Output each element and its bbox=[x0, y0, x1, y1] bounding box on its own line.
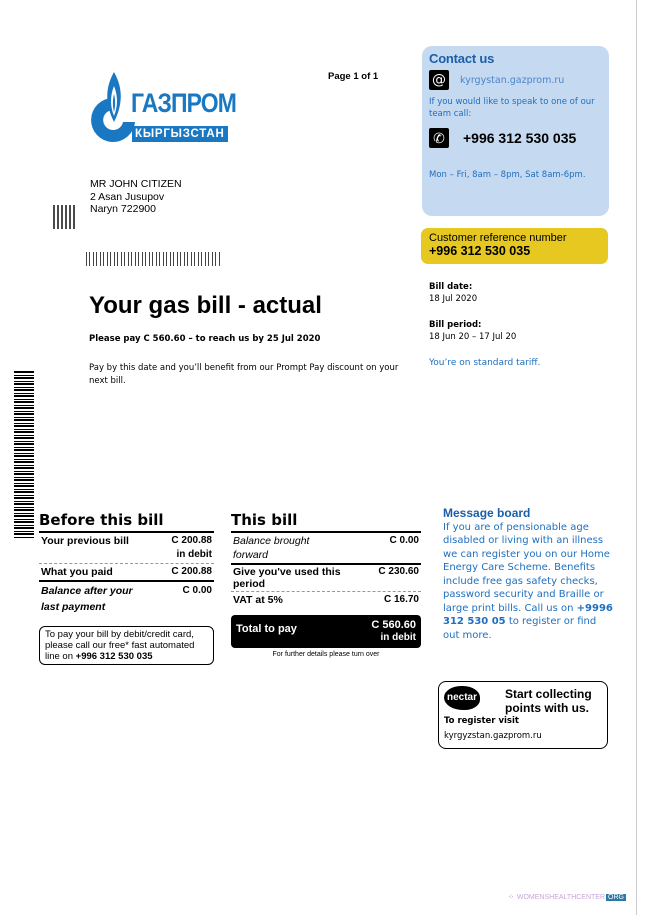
postal-barcode bbox=[86, 252, 220, 266]
phone-icon: ✆ bbox=[429, 128, 449, 148]
row-value: C 230.60 bbox=[378, 566, 419, 577]
turn-over-note: For further details please turn over bbox=[272, 651, 380, 658]
total-value: C 560.60 bbox=[371, 619, 416, 631]
page-title: Your gas bill - actual bbox=[89, 292, 322, 319]
total-label: Total to pay bbox=[236, 623, 297, 635]
bill-period-label: Bill period: bbox=[429, 320, 482, 330]
contact-hours: Mon – Fri, 8am – 8pm, Sat 8am-6pm. bbox=[429, 170, 586, 180]
message-board-title: Message board bbox=[443, 506, 531, 520]
row-value: C 0.00 bbox=[389, 535, 419, 546]
nectar-url[interactable]: kyrgyzstan.gazprom.ru bbox=[444, 731, 542, 741]
email-icon: @ bbox=[429, 70, 449, 90]
before-title: Before this bill bbox=[39, 511, 164, 529]
bill-period: 18 Jun 20 – 17 Jul 20 bbox=[429, 332, 517, 342]
row-label: VAT at 5% bbox=[233, 594, 283, 606]
bill-date: 18 Jul 2020 bbox=[429, 294, 478, 304]
message-text-end: to register or find out more. bbox=[443, 616, 597, 641]
address-block bbox=[90, 178, 182, 216]
message-text: If you are of pensionable age disabled or living with an illness we can register you on our Home Energy Care Scheme. Benefits include free gas safety checks, password security and Braille or large print bills. Call us on bbox=[443, 521, 610, 614]
row-sub: in debit bbox=[176, 549, 212, 560]
nectar-box bbox=[438, 681, 608, 749]
recipient-name: MR JOHN CITIZEN bbox=[90, 178, 182, 190]
total-sub: in debit bbox=[380, 632, 416, 643]
prompt-pay-text: Pay by this date and you’ll benefit from our Prompt Pay discount on your next bill. bbox=[89, 363, 399, 386]
address-street: 2 Asan Jusupov bbox=[90, 190, 165, 203]
nectar-register: To register visit bbox=[444, 716, 519, 726]
side-barcode bbox=[14, 370, 34, 538]
contact-title: Contact us bbox=[429, 51, 495, 66]
watermark-text: WOMENSHEALTHCENTER bbox=[516, 893, 606, 901]
row-value: C 200.88 bbox=[171, 566, 212, 577]
qr-code bbox=[53, 205, 77, 229]
bill-info bbox=[429, 281, 540, 369]
before-this-bill bbox=[39, 511, 214, 665]
row-label: What you paid bbox=[41, 566, 113, 578]
pay-note-phone[interactable]: +996 312 530 035 bbox=[75, 651, 153, 662]
contact-box bbox=[422, 46, 609, 216]
row-label: Your previous bill bbox=[41, 535, 129, 547]
reference-value: +996 312 530 035 bbox=[429, 244, 531, 258]
message-phone[interactable]: +9996 312 530 05 bbox=[443, 602, 613, 627]
this-bill-title: This bill bbox=[231, 511, 298, 529]
page-number: Page 1 of 1 bbox=[328, 71, 379, 82]
pay-note: To pay your bill by debit/credit card, please call our free* fast automated line on bbox=[45, 629, 195, 662]
watermark bbox=[508, 893, 626, 901]
customer-reference-box bbox=[421, 228, 608, 264]
contact-phone[interactable]: +996 312 530 035 bbox=[463, 130, 577, 146]
bill-date-label: Bill date: bbox=[429, 282, 473, 292]
row-value: C 200.88 bbox=[171, 535, 212, 546]
contact-website-link[interactable]: kyrgystan.gazprom.ru bbox=[460, 74, 565, 86]
gazprom-logo bbox=[83, 70, 243, 150]
row-value: C 0.00 bbox=[182, 585, 212, 596]
address-city: Naryn 722900 bbox=[90, 203, 156, 215]
row-label: Balance brought forward bbox=[233, 535, 310, 561]
watermark-tld: ORG bbox=[608, 893, 624, 901]
please-pay-text: Please pay C 560.60 – to reach us by 25 Jul 2020 bbox=[89, 334, 321, 344]
message-board bbox=[443, 507, 613, 642]
nectar-logo: nectar bbox=[444, 686, 480, 710]
total-to-pay bbox=[231, 615, 421, 648]
page-edge bbox=[636, 0, 637, 915]
contact-speak-text: If you would like to speak to one of our team call: bbox=[429, 97, 595, 119]
row-label: Give you've used this period bbox=[233, 566, 341, 590]
row-label: Balance after your last payment bbox=[41, 585, 133, 613]
logo-subtext: КЫРГЫЗСТАН bbox=[132, 126, 228, 142]
this-bill bbox=[231, 511, 421, 658]
tariff-text: You’re on standard tariff. bbox=[429, 358, 541, 368]
nectar-headline: Start collecting points with us. bbox=[505, 687, 592, 715]
row-value: C 16.70 bbox=[383, 594, 419, 605]
reference-label: Customer reference number bbox=[429, 232, 567, 244]
logo-text: ГАЗПРОМ bbox=[131, 88, 237, 118]
watermark-dots-icon: ⁘ bbox=[508, 894, 514, 901]
